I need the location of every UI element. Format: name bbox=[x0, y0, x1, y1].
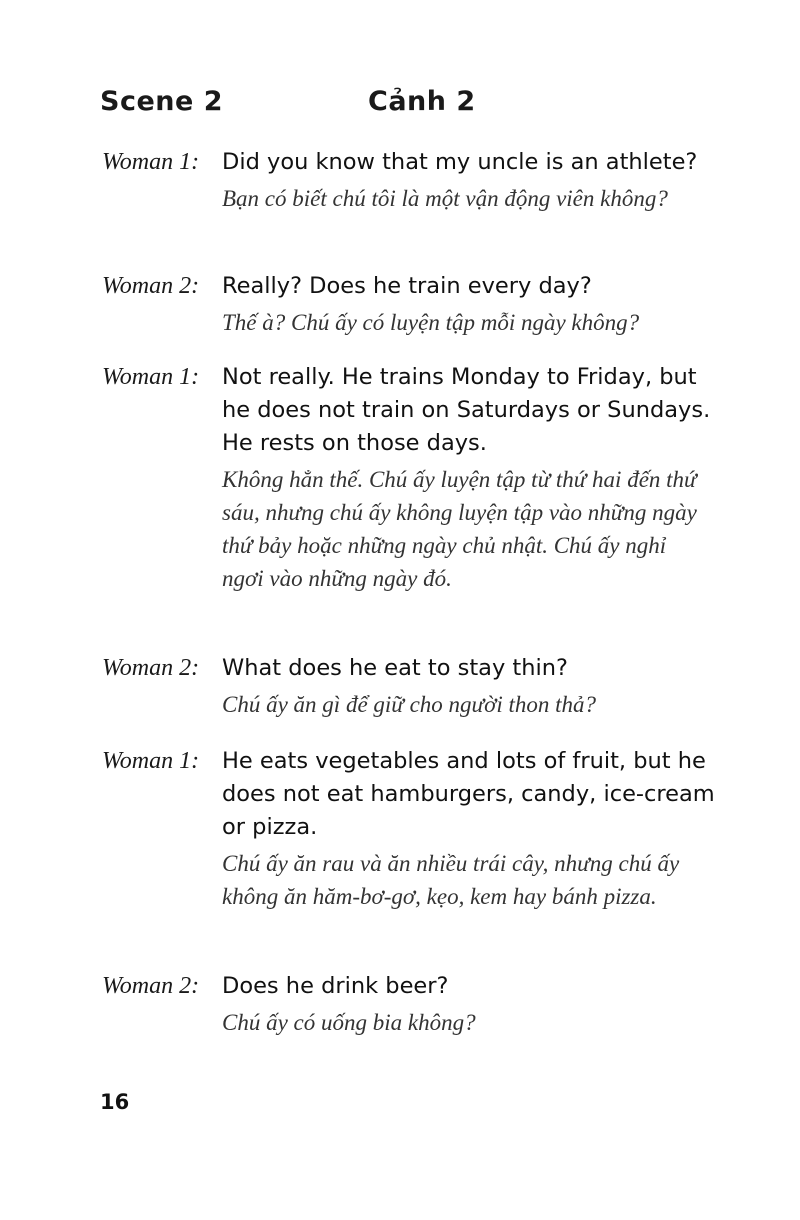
scene-heading-vietnamese: Cảnh 2 bbox=[368, 86, 476, 117]
speaker-label: Woman 1: bbox=[102, 364, 200, 390]
english-line: Really? Does he train every day? bbox=[222, 273, 592, 299]
speaker-label: Woman 1: bbox=[102, 149, 200, 175]
vietnamese-translation: Chú ấy có uống bia không? bbox=[222, 1010, 476, 1035]
english-line: Not really. He trains Monday to Friday, but he does not train on Saturdays or Sundays. He rests on those days. bbox=[222, 364, 711, 456]
speaker-label: Woman 2: bbox=[102, 973, 200, 999]
speaker-label: Woman 2: bbox=[102, 655, 200, 681]
page-number: 16 bbox=[100, 1090, 130, 1114]
english-line: What does he eat to stay thin? bbox=[222, 655, 568, 681]
scene-heading-english: Scene 2 bbox=[100, 86, 223, 117]
english-line: Did you know that my uncle is an athlete? bbox=[222, 149, 698, 175]
vietnamese-translation: Chú ấy ăn rau và ăn nhiều trái cây, nhưng chú ấy không ăn hăm-bơ-gơ, kẹo, kem hay bánh pizza. bbox=[222, 851, 680, 909]
vietnamese-translation: Bạn có biết chú tôi là một vận động viên không? bbox=[222, 186, 668, 211]
vietnamese-translation: Chú ấy ăn gì để giữ cho người thon thả? bbox=[222, 692, 597, 717]
vietnamese-translation: Không hẳn thế. Chú ấy luyện tập từ thứ hai đến thứ sáu, nhưng chú ấy không luyện tập vào những ngày thứ bảy hoặc những ngày chủ nhật. Chú ấy nghỉ ngơi vào những ngày đó. bbox=[222, 467, 697, 591]
english-line: He eats vegetables and lots of fruit, but he does not eat hamburgers, candy, ice-cream or pizza. bbox=[222, 748, 715, 840]
vietnamese-translation: Thế à? Chú ấy có luyện tập mỗi ngày không? bbox=[222, 310, 640, 335]
speaker-label: Woman 2: bbox=[102, 273, 200, 299]
speaker-label: Woman 1: bbox=[102, 748, 200, 774]
english-line: Does he drink beer? bbox=[222, 973, 449, 999]
